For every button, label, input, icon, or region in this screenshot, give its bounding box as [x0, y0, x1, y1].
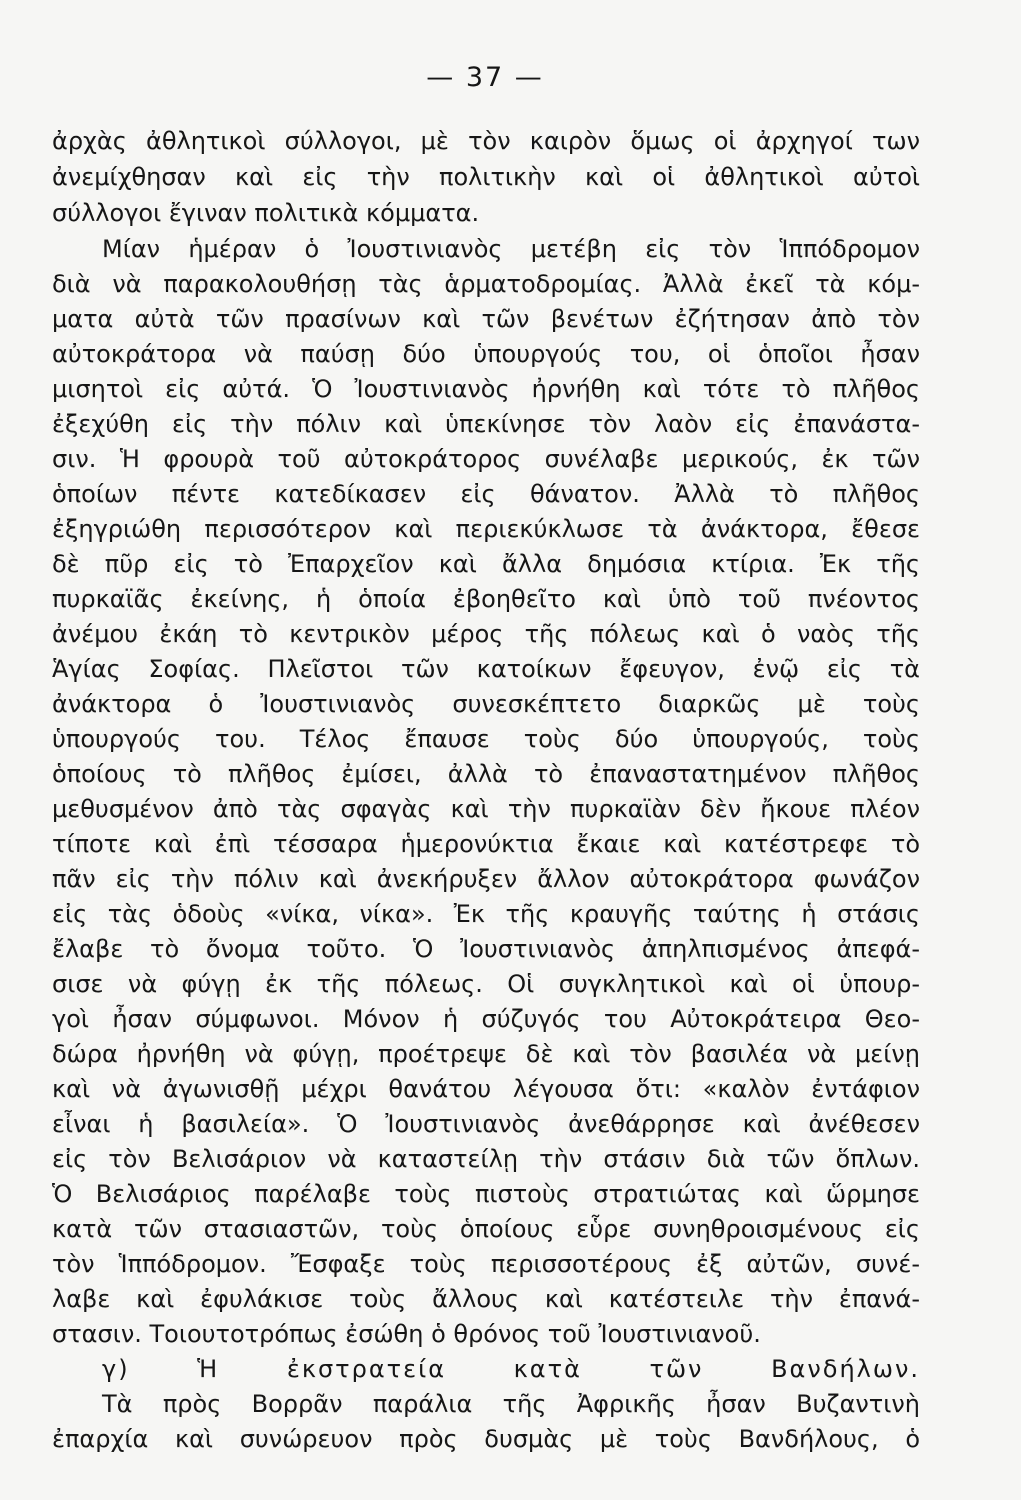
text-line: σύλλογοι ἔγιναν πολιτικὰ κόμματα. [52, 199, 480, 227]
text-line: γοὶ ἦσαν σύμφωνοι. Μόνον ἡ σύζυγός του Αὐτοκράτειρα Θεο- [52, 1005, 920, 1033]
section-heading: γ) Ἡ ἐκστρατεία κατὰ τῶν Βανδήλων. [102, 1355, 920, 1383]
text-line: αὐτοκράτορα νὰ παύσῃ δύο ὑπουργούς του, οἱ ὁποῖοι ἦσαν [52, 340, 920, 368]
text-line: εἶναι ἡ βασιλεία». Ὁ Ἰουστινιανὸς ἀνεθάρρησε καὶ ἀνέθεσεν [52, 1110, 920, 1138]
text-line: Τὰ πρὸς Βορρᾶν παράλια τῆς Ἀφρικῆς ἦσαν Βυζαντινὴ [102, 1390, 920, 1418]
text-line: τὸν Ἱππόδρομον. Ἔσφαξε τοὺς περισσοτέρους ἐξ αὐτῶν, συνέ- [52, 1250, 920, 1278]
text-line: Ἁγίας Σοφίας. Πλεῖστοι τῶν κατοίκων ἔφευγον, ἐνῷ εἰς τὰ [52, 655, 920, 683]
text-line: τίποτε καὶ ἐπὶ τέσσαρα ἡμερονύκτια ἔκαιε καὶ κατέστρεφε τὸ [52, 830, 920, 858]
text-line: ματα αὐτὰ τῶν πρασίνων καὶ τῶν βενέτων ἐζήτησαν ἀπὸ τὸν [52, 305, 920, 333]
text-line: ὁποίους τὸ πλῆθος ἐμίσει, ἀλλὰ τὸ ἐπαναστατημένον πλῆθος [52, 760, 920, 788]
text-line: ἐξηγριώθη περισσότερον καὶ περιεκύκλωσε τὰ ἀνάκτορα, ἔθεσε [52, 515, 920, 543]
text-line: λαβε καὶ ἐφυλάκισε τοὺς ἄλλους καὶ κατέστειλε τὴν ἐπανά- [52, 1285, 920, 1313]
text-line: καὶ νὰ ἀγωνισθῇ μέχρι θανάτου λέγουσα ὅτι: «καλὸν ἐντάφιον [52, 1075, 920, 1103]
text-line: σισε νὰ φύγῃ ἐκ τῆς πόλεως. Οἱ συγκλητικοὶ καὶ οἱ ὑπουρ- [52, 970, 920, 998]
text-line: διὰ νὰ παρακολουθήσῃ τὰς ἁρματοδρομίας. Ἀλλὰ ἐκεῖ τὰ κόμ- [52, 270, 920, 298]
text-line: ὑπουργούς του. Τέλος ἔπαυσε τοὺς δύο ὑπουργούς, τοὺς [52, 725, 920, 753]
text-line: ἀνεμίχθησαν καὶ εἰς τὴν πολιτικὴν καὶ οἱ ἀθλητικοὶ αὐτοὶ [52, 163, 920, 191]
text-line: πυρκαϊᾶς ἐκείνης, ἡ ὁποία ἐβοηθεῖτο καὶ ὑπὸ τοῦ πνέοντος [52, 585, 920, 613]
text-line: ἐπαρχία καὶ συνώρευον πρὸς δυσμὰς μὲ τοὺς Βανδήλους, ὁ [52, 1425, 920, 1453]
text-line: ἐξεχύθη εἰς τὴν πόλιν καὶ ὑπεκίνησε τὸν λαὸν εἰς ἐπανάστα- [52, 410, 920, 438]
text-line: εἰς τὰς ὁδοὺς «νίκα, νίκα». Ἐκ τῆς κραυγῆς ταύτης ἡ στάσις [52, 900, 920, 928]
text-line: μεθυσμένον ἀπὸ τὰς σφαγὰς καὶ τὴν πυρκαϊὰν δὲν ἤκουε πλέον [52, 795, 920, 823]
text-line: εἰς τὸν Βελισάριον νὰ καταστείλῃ τὴν στάσιν διὰ τῶν ὅπλων. [52, 1145, 920, 1173]
text-line: ἀνάκτορα ὁ Ἰουστινιανὸς συνεσκέπτετο διαρκῶς μὲ τοὺς [52, 690, 920, 718]
text-line: δὲ πῦρ εἰς τὸ Ἐπαρχεῖον καὶ ἄλλα δημόσια κτίρια. Ἐκ τῆς [52, 550, 920, 578]
text-line: σιν. Ἡ φρουρὰ τοῦ αὐτοκράτορος συνέλαβε μερικούς, ἐκ τῶν [52, 445, 920, 473]
text-line: ὁποίων πέντε κατεδίκασεν εἰς θάνατον. Ἀλλὰ τὸ πλῆθος [52, 480, 920, 508]
text-line: μισητοὶ εἰς αὐτά. Ὁ Ἰουστινιανὸς ἠρνήθη καὶ τότε τὸ πλῆθος [52, 375, 920, 403]
text-line: ἀνέμου ἐκάη τὸ κεντρικὸν μέρος τῆς πόλεως καὶ ὁ ναὸς τῆς [52, 620, 920, 648]
text-line: πᾶν εἰς τὴν πόλιν καὶ ἀνεκήρυξεν ἄλλον αὐτοκράτορα φωνάζον [52, 865, 920, 893]
text-line: στασιν. Τοιουτοτρόπως ἐσώθη ὁ θρόνος τοῦ Ἰουστινιανοῦ. [52, 1320, 761, 1348]
page-number: — 37 — [426, 62, 544, 93]
text-line: ἔλαβε τὸ ὄνομα τοῦτο. Ὁ Ἰουστινιανὸς ἀπηλπισμένος ἀπεφά- [52, 935, 920, 963]
text-line: δώρα ἠρνήθη νὰ φύγῃ, προέτρεψε δὲ καὶ τὸν βασιλέα νὰ μείνῃ [52, 1040, 920, 1068]
text-line: κατὰ τῶν στασιαστῶν, τοὺς ὁποίους εὗρε συνηθροισμένους εἰς [52, 1215, 920, 1243]
text-line: Ὁ Βελισάριος παρέλαβε τοὺς πιστοὺς στρατιώτας καὶ ὥρμησε [52, 1180, 920, 1208]
text-line: ἀρχὰς ἀθλητικοὶ σύλλογοι, μὲ τὸν καιρὸν ὅμως οἱ ἀρχηγοί των [52, 127, 920, 155]
text-line: Μίαν ἡμέραν ὁ Ἰουστινιανὸς μετέβη εἰς τὸν Ἱππόδρομον [102, 235, 920, 263]
